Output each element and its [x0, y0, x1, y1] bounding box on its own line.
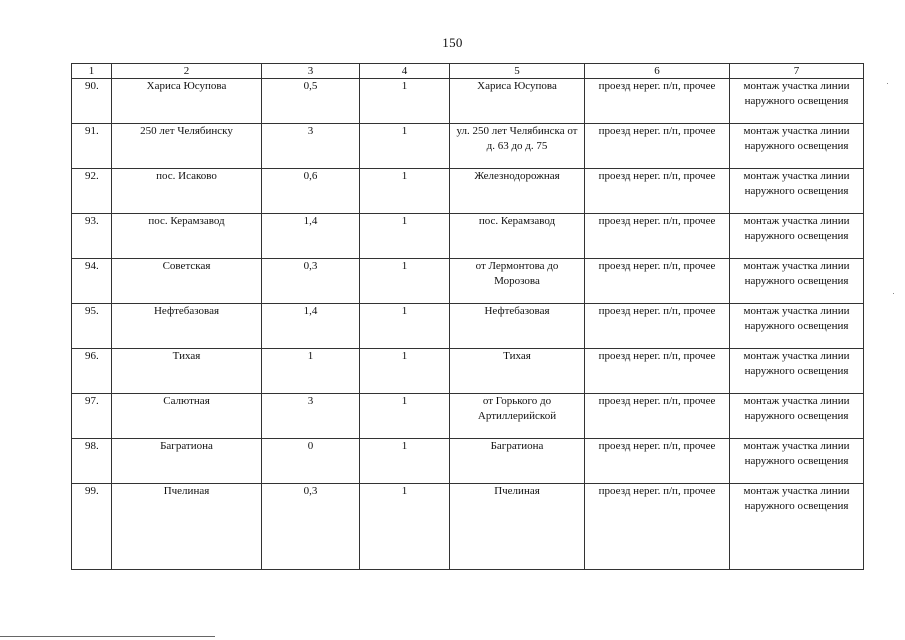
- location-cell: пос. Керамзавод: [450, 214, 585, 259]
- header-cell-4: 4: [360, 64, 450, 79]
- category-cell: проезд нерег. п/п, прочее: [585, 79, 730, 124]
- location-cell: Нефтебазовая: [450, 304, 585, 349]
- category-cell: проезд нерег. п/п, прочее: [585, 304, 730, 349]
- street-name-cell: Хариса Юсупова: [112, 79, 262, 124]
- table-row: [72, 79, 864, 124]
- work-type-cell: монтаж участка линии наружного освещения: [730, 304, 864, 349]
- row-number-cell: 96.: [72, 349, 112, 394]
- length-cell: 0: [262, 439, 360, 484]
- length-cell: 3: [262, 124, 360, 169]
- table-body: [72, 79, 864, 570]
- category-cell: проезд нерег. п/п, прочее: [585, 124, 730, 169]
- header-row: [72, 64, 864, 79]
- works-table: [71, 63, 864, 570]
- table-row: [72, 124, 864, 169]
- table-row: [72, 304, 864, 349]
- work-type-cell: монтаж участка линии наружного освещения: [730, 394, 864, 439]
- table-row: [72, 439, 864, 484]
- category-cell: проезд нерег. п/п, прочее: [585, 439, 730, 484]
- count-cell: 1: [360, 439, 450, 484]
- length-cell: 0,3: [262, 259, 360, 304]
- count-cell: 1: [360, 259, 450, 304]
- work-type-cell: монтаж участка линии наружного освещения: [730, 439, 864, 484]
- work-type-cell: монтаж участка линии наружного освещения: [730, 259, 864, 304]
- row-number-cell: 98.: [72, 439, 112, 484]
- table-row: [72, 214, 864, 259]
- table-row: [72, 394, 864, 439]
- count-cell: 1: [360, 394, 450, 439]
- street-name-cell: пос. Керамзавод: [112, 214, 262, 259]
- table-row: [72, 169, 864, 214]
- location-cell: от Лермонтова до Морозова: [450, 259, 585, 304]
- length-cell: 3: [262, 394, 360, 439]
- length-cell: 0,5: [262, 79, 360, 124]
- length-cell: 1,4: [262, 214, 360, 259]
- count-cell: 1: [360, 484, 450, 570]
- count-cell: 1: [360, 214, 450, 259]
- work-type-cell: монтаж участка линии наружного освещения: [730, 214, 864, 259]
- location-cell: Железнодорожная: [450, 169, 585, 214]
- street-name-cell: Нефтебазовая: [112, 304, 262, 349]
- row-number-cell: 97.: [72, 394, 112, 439]
- row-number-cell: 93.: [72, 214, 112, 259]
- location-cell: от Горького до Артиллерийской: [450, 394, 585, 439]
- work-type-cell: монтаж участка линии наружного освещения: [730, 484, 864, 570]
- street-name-cell: пос. Исаково: [112, 169, 262, 214]
- category-cell: проезд нерег. п/п, прочее: [585, 484, 730, 570]
- count-cell: 1: [360, 169, 450, 214]
- header-cell-6: 6: [585, 64, 730, 79]
- location-cell: Тихая: [450, 349, 585, 394]
- location-cell: Пчелиная: [450, 484, 585, 570]
- page-number: 150: [442, 35, 463, 50]
- header-cell-3: 3: [262, 64, 360, 79]
- street-name-cell: 250 лет Челябинску: [112, 124, 262, 169]
- location-cell: Хариса Юсупова: [450, 79, 585, 124]
- category-cell: проезд нерег. п/п, прочее: [585, 349, 730, 394]
- length-cell: 1,4: [262, 304, 360, 349]
- street-name-cell: Советская: [112, 259, 262, 304]
- scan-speck: [893, 293, 894, 294]
- location-cell: ул. 250 лет Челябинска от д. 63 до д. 75: [450, 124, 585, 169]
- row-number-cell: 95.: [72, 304, 112, 349]
- table-row: [72, 349, 864, 394]
- street-name-cell: Пчелиная: [112, 484, 262, 570]
- work-type-cell: монтаж участка линии наружного освещения: [730, 169, 864, 214]
- location-cell: Багратиона: [450, 439, 585, 484]
- row-number-cell: 92.: [72, 169, 112, 214]
- length-cell: 0,6: [262, 169, 360, 214]
- table-row: [72, 259, 864, 304]
- page-bottom-rule: [0, 636, 215, 637]
- work-type-cell: монтаж участка линии наружного освещения: [730, 124, 864, 169]
- street-name-cell: Тихая: [112, 349, 262, 394]
- count-cell: 1: [360, 124, 450, 169]
- street-name-cell: Багратиона: [112, 439, 262, 484]
- category-cell: проезд нерег. п/п, прочее: [585, 394, 730, 439]
- header-cell-7: 7: [730, 64, 864, 79]
- table-header: [72, 64, 864, 79]
- row-number-cell: 94.: [72, 259, 112, 304]
- category-cell: проезд нерег. п/п, прочее: [585, 259, 730, 304]
- work-type-cell: монтаж участка линии наружного освещения: [730, 79, 864, 124]
- count-cell: 1: [360, 349, 450, 394]
- street-name-cell: Салютная: [112, 394, 262, 439]
- length-cell: 1: [262, 349, 360, 394]
- table-row: [72, 484, 864, 570]
- row-number-cell: 91.: [72, 124, 112, 169]
- header-cell-1: 1: [72, 64, 112, 79]
- work-type-cell: монтаж участка линии наружного освещения: [730, 349, 864, 394]
- category-cell: проезд нерег. п/п, прочее: [585, 169, 730, 214]
- scan-speck: [887, 83, 888, 84]
- header-cell-5: 5: [450, 64, 585, 79]
- category-cell: проезд нерег. п/п, прочее: [585, 214, 730, 259]
- row-number-cell: 90.: [72, 79, 112, 124]
- header-cell-2: 2: [112, 64, 262, 79]
- count-cell: 1: [360, 79, 450, 124]
- count-cell: 1: [360, 304, 450, 349]
- row-number-cell: 99.: [72, 484, 112, 570]
- length-cell: 0,3: [262, 484, 360, 570]
